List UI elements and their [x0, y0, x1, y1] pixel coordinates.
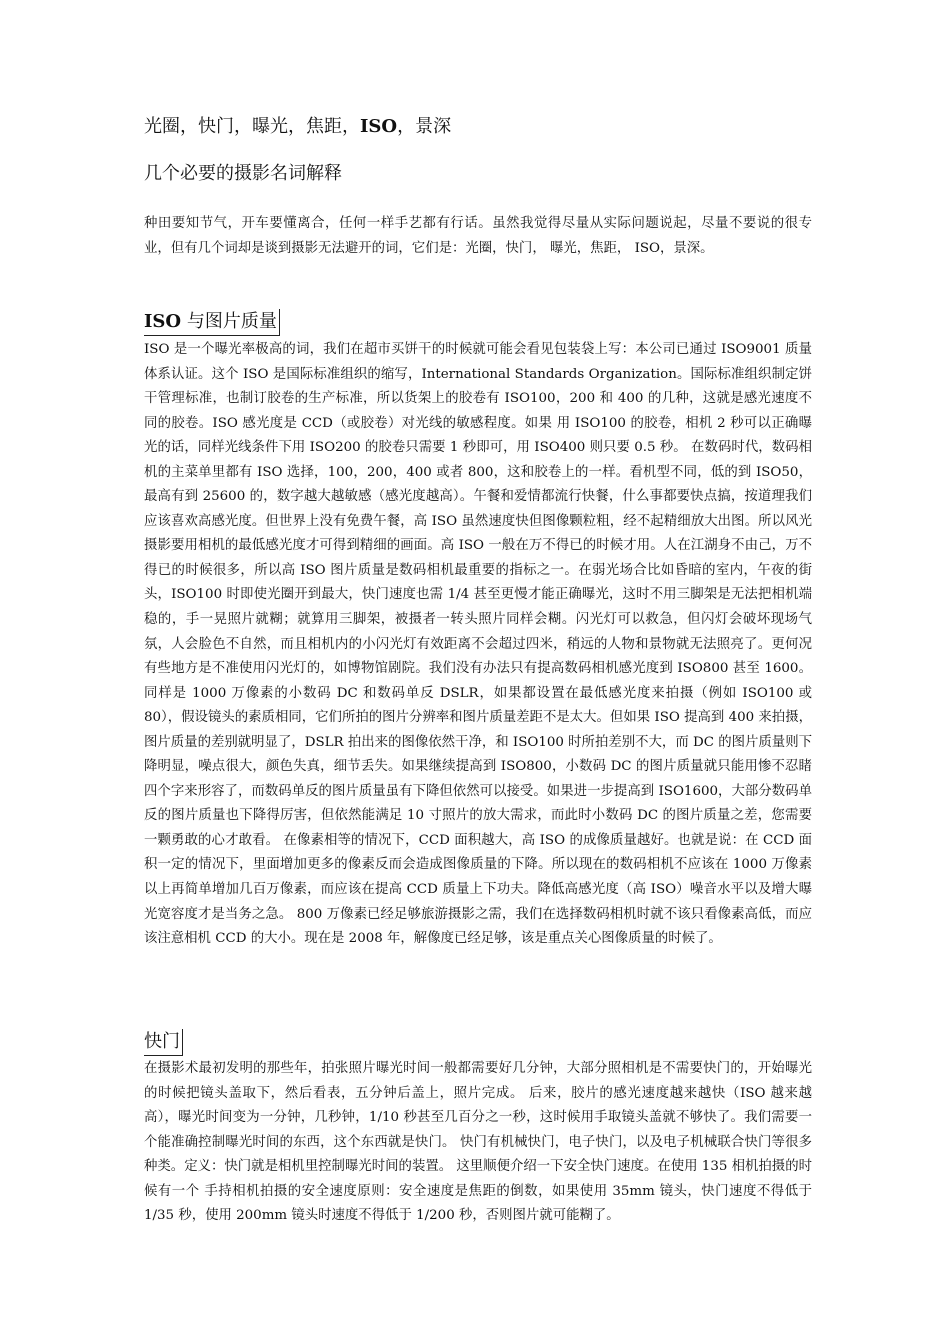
document-subtitle: 几个必要的摄影名词解释	[144, 163, 342, 184]
section-heading-iso-bold: ISO	[144, 311, 182, 332]
section-body-iso: ISO 是一个曝光率极高的词，我们在超市买饼干的时候就可能会看见包装袋上写：本公司已通过 ISO9001 质量体系认证。这个 ISO 是国际标准组织的缩写，International Standards Organization。国际标准组织制定饼干管理标准，也制订胶卷的生产标准，所以货架上的胶卷有 ISO100，200 和 400 的几种，这就是感光速度不同的胶卷。ISO 感光度是 CCD（或胶卷）对光线的敏感程度。如果 用 ISO100 的胶卷，相机 2 秒可以正确曝光的话，同样光线条件下用 ISO200 的胶卷只需要 1 秒即可，用 ISO400 则只要 0.5 秒。 在数码时代，数码相机的主菜单里都有 ISO 选择，100，200，400 或者 800，这和胶卷上的一样。看机型不同，低的到 ISO50，最高有到 25600 的，数字越大越敏感（感光度越高）。午餐和爱情都流行快餐，什么事都要快点搞，按道理我们应该喜欢高感光度。但世界上没有免费午餐，高 ISO 虽然速度快但图像颗粒粗，经不起精细放大出图。所以风光摄影要用相机的最低感光度才可得到精细的画面。高 ISO 一般在万不得已的时候才用。人在江湖身不由己，万不得已的时候很多，所以高 ISO 图片质量是数码相机最重要的指标之一。在弱光场合比如昏暗的室内，午夜的街头，ISO100 时即使光圈开到最大，快门速度也需 1/4 甚至更慢才能正确曝光，这时不用三脚架是无法把相机端稳的，手一晃照片就糊；就算用三脚架，被摄者一转头照片同样会糊。闪光灯可以救急，但闪灯会破坏现场气氛，人会脸色不自然，而且相机内的小闪光灯有效距离不会超过四米，稍远的人物和景物就无法照亮了。更何况有些地方是不准使用闪光灯的，如博物馆剧院。我们没有办法只有提高数码相机感光度到 ISO800 甚至 1600。 同样是 1000 万像素的小数码 DC 和数码单反 DSLR，如果都设置在最低感光度来拍摄（例如 ISO100 或 80），假设镜头的素质相同，它们所拍的图片分辨率和图片质量差距不是太大。但如果 ISO 提高到 400 来拍摄，图片质量的差别就明显了，DSLR 拍出来的图像依然干净，和 ISO100 时所拍差别不大，而 DC 的图片质量则下降明显，噪点很大，颜色失真，细节丢失。如果继续提高到 ISO800，小数码 DC 的图片质量就只能用惨不忍睹四个字来形容了，而数码单反的图片质量虽有下降但依然可以接受。如果进一步提高到 ISO1600，大部分数码单反的图片质量也下降得厉害，但依然能满足 10 寸照片的放大需求，而此时小数码 DC 的图片质量之差，您需要一颗勇敢的心才敢看。 在像素相等的情况下，CCD 面积越大，高 ISO 的成像质量越好。也就是说：在 CCD 面积一定的情况下，里面增加更多的像素反而会造成图像质量的下降。所以现在的数码相机不应该在 1000 万像素以上再简单增加几百万像素，而应该在提高 CCD 质量上下功夫。降低高感光度（高 ISO）噪音水平以及增大曝光宽容度才是当务之急。 800 万像素已经足够旅游摄影之需，我们在选择数码相机时就不该只看像素高低，而应该注意相机 CCD 的大小。现在是 2008 年，解像度已经足够，该是重点关心图像质量的时候了。	[144, 342, 812, 947]
title-text-b: ，景深	[397, 116, 452, 137]
title-text-a: 光圈，快门，曝光，焦距，	[144, 116, 360, 137]
section-heading-iso	[144, 309, 280, 336]
section-heading-shutter: 快门	[144, 1029, 183, 1056]
document-title	[144, 114, 451, 140]
intro-paragraph: 种田要知节气，开车要懂离合，任何一样手艺都有行话。虽然我觉得尽量从实际问题说起，尽量不要说的很专业，但有几个词却是谈到摄影无法避开的词，它们是：光圈，快门， 曝光，焦距， ISO，景深。	[144, 216, 812, 256]
title-text-iso: ISO	[360, 116, 398, 137]
section-body-shutter: 在摄影术最初发明的那些年，拍张照片曝光时间一般都需要好几分钟，大部分照相机是不需要快门的，开始曝光的时候把镜头盖取下，然后看表，五分钟后盖上，照片完成。 后来，胶片的感光速度越来越快（ISO 越来越高），曝光时间变为一分钟，几秒钟，1/10 秒甚至几百分之一秒，这时候用手取镜头盖就不够快了。我们需要一个能准确控制曝光时间的东西，这个东西就是快门。 快门有机械快门，电子快门，以及电子机械联合快门等很多种类。定义：快门就是相机里控制曝光时间的装置。 这里顺便介绍一下安全快门速度。在使用 135 相机拍摄的时候有一个 手持相机拍摄的安全速度原则：安全速度是焦距的倒数，如果使用 35mm 镜头，快门速度不得低于 1/35 秒，使用 200mm 镜头时速度不得低于 1/200 秒，否则图片就可能糊了。	[144, 1061, 812, 1224]
section-heading-iso-rest: 与图片质量	[181, 311, 277, 332]
